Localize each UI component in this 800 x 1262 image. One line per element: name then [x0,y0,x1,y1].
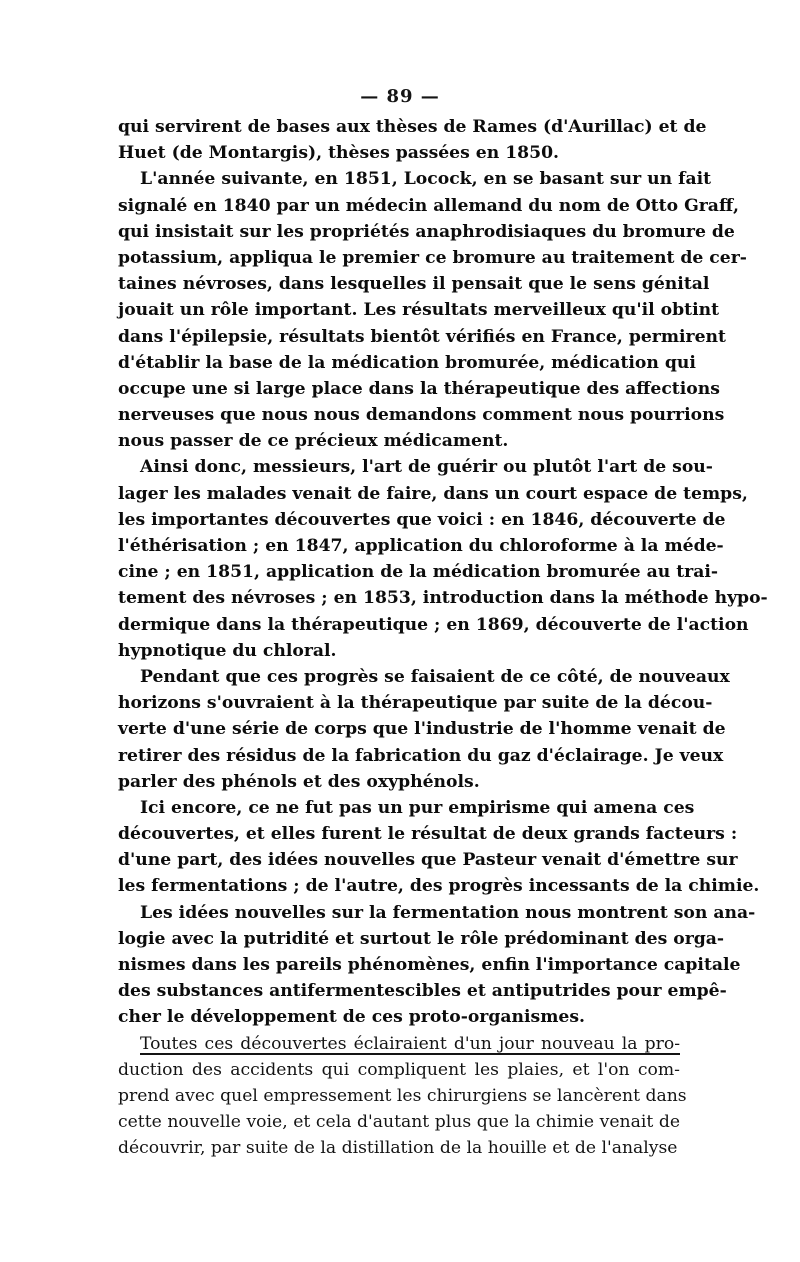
text-line [118,952,741,978]
text-line [118,140,680,166]
paragraph-p3 [118,454,768,664]
text-line [118,978,727,1004]
line-text: dermique dans la thérapeutique ; en 1869, découverte de l'action [118,614,749,635]
paragraph-p6 [118,900,756,1031]
page-number: — 89 — [360,86,440,107]
text-line [118,297,720,323]
line-text: Les idées nouvelles sur la fermentation nous montrent son ana- [140,902,756,923]
line-text: nerveuses que nous nous demandons comment nous pourrions [118,405,725,426]
line-text: parler des phénols et des oxyphénols. [118,771,480,792]
text-line [118,795,695,821]
text-line [118,716,726,742]
line-text: Pendant que ces progrès se faisaient de ce côté, de nouveaux [140,666,730,687]
text-line [118,743,724,769]
line-text: cine ; en 1851, application de la médication bromurée au trai- [118,562,719,583]
line-text: nismes dans les pareils phénomènes, enfin l'importance capitale [118,955,741,975]
line-text: horizons s'ouvraient à la thérapeutique par suite de la décou- [118,693,713,714]
line-text: qui servirent de bases aux thèses de Rames (d'Aurillac) et de [118,117,707,137]
text-line [118,664,730,690]
text-line [118,1083,687,1109]
text-line [118,873,760,899]
paragraph-p1 [118,114,707,166]
line-text: les fermentations ; de l'autre, des progrès incessants de la chimie. [118,876,760,897]
text-line [118,1109,680,1135]
line-text: des substances antifermentescibles et antiputrides pour empê- [118,981,727,1002]
text-line [118,821,738,847]
text-line [118,376,720,402]
line-text: jouait un rôle important. Les résultats merveilleux qu'il obtint [118,300,720,321]
line-text: cette nouvelle voie, et cela d'autant plus que la chimie venait de [118,1112,680,1133]
line-text: découvertes, et elles furent le résultat de deux grands facteurs : [118,824,738,845]
line-text: potassium, appliqua le premier ce bromure au traitement de cer- [118,247,747,268]
text-line [118,428,680,454]
line-text: Ainsi donc, messieurs, l'art de guérir ou plutôt l'art de sou- [140,457,713,478]
line-text: occupe une si large place dans la thérapeutique des affections [118,378,720,399]
line-text: les importantes découvertes que voici : en 1846, découverte de [118,509,726,530]
text-line [118,612,749,638]
text-line [118,690,713,716]
line-text: tement des névroses ; en 1853, introduction dans la méthode hypo- [118,588,768,609]
text-line [118,193,740,219]
line-text: découvrir, par suite de la distillation de la houille et de l'analyse [118,1138,678,1159]
text-line [118,481,748,507]
text-line [118,926,725,952]
line-text: cher le développement de ces proto-organismes. [118,1007,585,1028]
text-line [118,166,712,192]
text-line [118,1135,680,1161]
line-text: Toutes ces découvertes éclairaient d'un jour nouveau la pro- [140,1033,680,1054]
line-text: d'établir la base de la médication bromurée, médication qui [118,352,696,373]
line-text: l'éthérisation ; en 1847, application du chloroforme à la méde- [118,536,724,556]
line-text: duction des accidents qui compliquent les plaies, et l'on com- [118,1059,680,1080]
line-text: logie avec la putridité et surtout le rôle prédominant des orga- [118,928,725,949]
text-line [118,507,726,533]
text-line [118,402,725,428]
body-text [118,114,768,1162]
text-line [118,271,710,297]
line-text: lager les malades venait de faire, dans un court espace de temps, [118,483,748,504]
text-line [118,454,713,480]
paragraph-p4 [118,664,730,795]
line-text: hypnotique du chloral. [118,640,337,661]
line-text: L'année suivante, en 1851, Locock, en se basant sur un fait [140,169,712,190]
line-text: qui insistait sur les propriétés anaphrodisiaques du bromure de [118,221,735,242]
line-text: dans l'épilepsie, résultats bientôt vérifiés en France, permirent [118,326,726,347]
text-line [118,245,747,271]
text-line [118,533,724,559]
text-line [118,900,756,926]
line-text: d'une part, des idées nouvelles que Pasteur venait d'émettre sur [118,850,738,871]
line-text: retirer des résidus de la fabrication du gaz d'éclairage. Je veux [118,745,724,766]
line-text: prend avec quel empressement les chirurgiens se lancèrent dans [118,1085,687,1106]
text-line [118,350,696,376]
text-line [118,114,707,140]
text-line [118,847,738,873]
text-line [118,324,726,350]
text-line [118,769,680,795]
line-text: Huet (de Montargis), thèses passées en 1850. [118,143,560,164]
line-text: taines névroses, dans lesquelles il pensait que le sens génital [118,274,710,295]
text-line [118,585,768,611]
text-line [118,1031,680,1057]
text-line [118,638,680,664]
line-text: Ici encore, ce ne fut pas un pur empirisme qui amena ces [140,797,695,818]
paragraph-p5 [118,795,760,900]
line-text: nous passer de ce précieux médicament. [118,431,509,452]
line-text: signalé en 1840 par un médecin allemand du nom de Otto Graff, [118,195,740,216]
text-line [118,219,735,245]
text-line [118,1004,680,1030]
paragraph-p7 [118,1031,687,1162]
text-line [118,559,719,585]
paragraph-p2 [118,166,747,454]
text-line [118,1057,680,1083]
line-text: verte d'une série de corps que l'industrie de l'homme venait de [118,719,726,740]
